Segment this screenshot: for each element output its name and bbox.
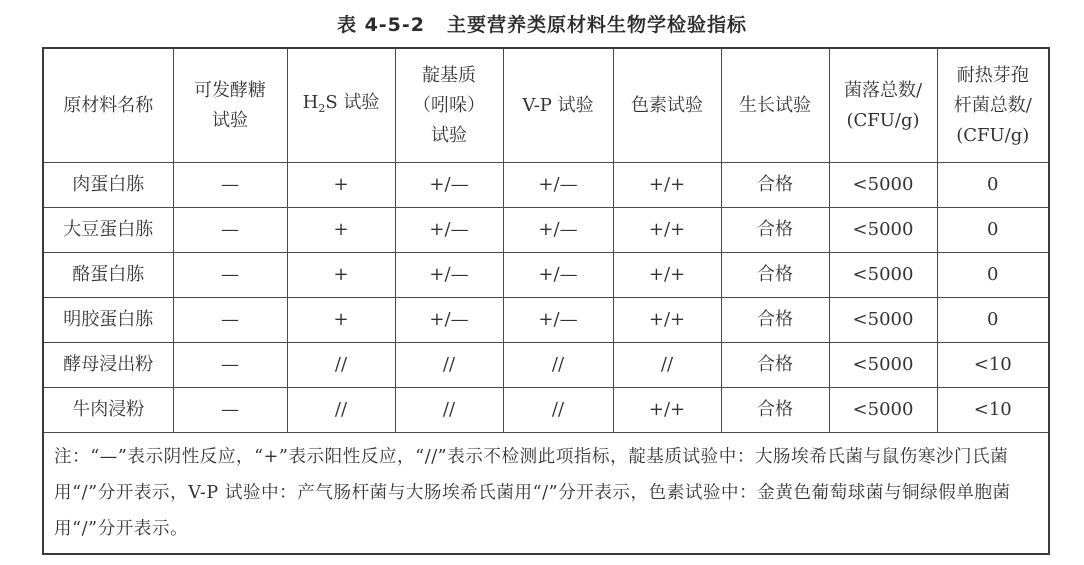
cell-vp: +/— bbox=[503, 163, 613, 208]
cell-h2s: + bbox=[287, 253, 395, 298]
cell-vp: +/— bbox=[503, 253, 613, 298]
cell-growth: 合格 bbox=[721, 253, 829, 298]
cell-vp: // bbox=[503, 343, 613, 388]
cell-colony: <5000 bbox=[829, 163, 937, 208]
cell-sugar: — bbox=[173, 253, 287, 298]
cell-h2s: + bbox=[287, 208, 395, 253]
header-colony: 菌落总数/ (CFU/g) bbox=[829, 48, 937, 163]
cell-material: 酵母浸出粉 bbox=[43, 343, 173, 388]
cell-pigment: +/+ bbox=[613, 163, 721, 208]
cell-h2s: + bbox=[287, 298, 395, 343]
cell-indole: +/— bbox=[395, 208, 503, 253]
cell-spore: 0 bbox=[937, 163, 1049, 208]
header-sugar: 可发酵糖 试验 bbox=[173, 48, 287, 163]
cell-vp: +/— bbox=[503, 298, 613, 343]
cell-colony: <5000 bbox=[829, 298, 937, 343]
cell-colony: <5000 bbox=[829, 343, 937, 388]
header-pigment: 色素试验 bbox=[613, 48, 721, 163]
table-title: 主要营养类原材料生物学检验指标 bbox=[447, 14, 748, 36]
cell-sugar: — bbox=[173, 298, 287, 343]
table-row bbox=[43, 343, 1049, 388]
table-row bbox=[43, 208, 1049, 253]
header-spore: 耐热芽孢 杆菌总数/ (CFU/g) bbox=[937, 48, 1049, 163]
cell-sugar: — bbox=[173, 343, 287, 388]
cell-material: 肉蛋白胨 bbox=[43, 163, 173, 208]
header-h2s: $H_2S$ 试验 bbox=[287, 48, 395, 163]
cell-h2s: + bbox=[287, 163, 395, 208]
cell-sugar: — bbox=[173, 388, 287, 433]
cell-pigment: +/+ bbox=[613, 208, 721, 253]
cell-spore: 0 bbox=[937, 253, 1049, 298]
cell-colony: <5000 bbox=[829, 208, 937, 253]
cell-colony: <5000 bbox=[829, 388, 937, 433]
cell-vp: +/— bbox=[503, 208, 613, 253]
cell-indole: // bbox=[395, 343, 503, 388]
cell-material: 大豆蛋白胨 bbox=[43, 208, 173, 253]
table-row bbox=[43, 163, 1049, 208]
cell-material: 酪蛋白胨 bbox=[43, 253, 173, 298]
cell-indole: +/— bbox=[395, 298, 503, 343]
cell-pigment: +/+ bbox=[613, 253, 721, 298]
table-note: 注：“—”表示阴性反应，“+”表示阳性反应，“//”表示不检测此项指标，靛基质试验中：大肠埃希氏菌与鼠伤寒沙门氏菌用“/”分开表示，V-P 试验中：产气肠杆菌与大肠埃希氏菌用“/”分开表示，色素试验中：金黄色葡萄球菌与铜绿假单胞菌用“/”分开表示。 bbox=[43, 433, 1049, 555]
cell-growth: 合格 bbox=[721, 298, 829, 343]
cell-indole: +/— bbox=[395, 163, 503, 208]
cell-spore: 0 bbox=[937, 298, 1049, 343]
cell-colony: <5000 bbox=[829, 253, 937, 298]
cell-sugar: — bbox=[173, 163, 287, 208]
cell-spore: 0 bbox=[937, 208, 1049, 253]
cell-indole: // bbox=[395, 388, 503, 433]
cell-vp: // bbox=[503, 388, 613, 433]
table-number: 表 4-5-2 bbox=[336, 14, 426, 36]
cell-spore: <10 bbox=[937, 388, 1049, 433]
cell-h2s: // bbox=[287, 388, 395, 433]
header-row bbox=[43, 48, 1049, 163]
cell-material: 牛肉浸粉 bbox=[43, 388, 173, 433]
cell-material: 明胶蛋白胨 bbox=[43, 298, 173, 343]
header-growth: 生长试验 bbox=[721, 48, 829, 163]
cell-sugar: — bbox=[173, 208, 287, 253]
header-vp: V-P 试验 bbox=[503, 48, 613, 163]
cell-pigment: +/+ bbox=[613, 298, 721, 343]
table-row bbox=[43, 253, 1049, 298]
note-row bbox=[43, 433, 1049, 555]
cell-h2s: // bbox=[287, 343, 395, 388]
cell-pigment: +/+ bbox=[613, 388, 721, 433]
table-row bbox=[43, 388, 1049, 433]
header-material: 原材料名称 bbox=[43, 48, 173, 163]
cell-growth: 合格 bbox=[721, 388, 829, 433]
cell-indole: +/— bbox=[395, 253, 503, 298]
inspection-table bbox=[42, 47, 1050, 555]
cell-growth: 合格 bbox=[721, 343, 829, 388]
cell-growth: 合格 bbox=[721, 208, 829, 253]
cell-growth: 合格 bbox=[721, 163, 829, 208]
cell-spore: <10 bbox=[937, 343, 1049, 388]
cell-pigment: // bbox=[613, 343, 721, 388]
header-indole: 靛基质 （吲哚） 试验 bbox=[395, 48, 503, 163]
table-caption bbox=[0, 10, 1084, 37]
table-row bbox=[43, 298, 1049, 343]
